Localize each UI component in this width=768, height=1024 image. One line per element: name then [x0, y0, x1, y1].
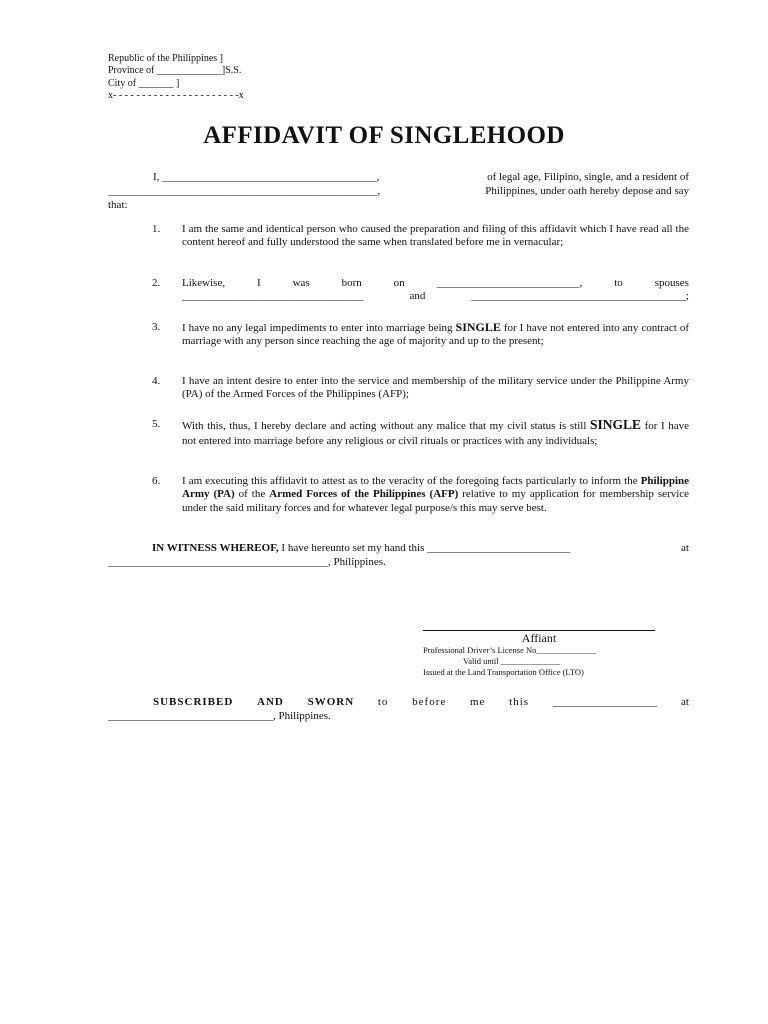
list-item — [152, 223, 689, 250]
list-item — [152, 375, 689, 402]
jurat-word: to — [377, 696, 389, 708]
item-number: 4. — [152, 375, 161, 387]
residence-blank: _________________________________________________, — [108, 185, 381, 197]
place-blank: ________________________________________, Philippines. — [108, 556, 386, 568]
single-keyword: SINGLE — [589, 417, 642, 432]
item-word: on — [393, 277, 405, 289]
venue-city: City of _______ ] — [108, 77, 180, 89]
item-word: to — [614, 277, 623, 289]
item-number: 5. — [152, 418, 161, 430]
signature-line — [423, 618, 655, 631]
intro-text-3: that: — [108, 199, 128, 211]
license-validity: Valid until ______________ — [463, 656, 561, 666]
item-word: spouses — [654, 277, 689, 289]
license-issuer: Issued at the Land Transportation Office (LTO) — [423, 667, 584, 677]
venue-separator: x- - - - - - - - - - - - - - - - - - - - - -x — [108, 90, 244, 102]
jurat-word: SUBSCRIBED — [153, 696, 234, 708]
item-word: I — [256, 277, 261, 289]
pa-keyword: Philippine Army (PA) — [182, 475, 689, 501]
jurat-date-blank: ___________________ — [552, 696, 658, 708]
intro-paragraph — [108, 170, 689, 212]
item-text: of the — [238, 488, 266, 501]
item-number: 3. — [152, 321, 161, 333]
witness-text: I have hereunto set my hand this __________________________ — [281, 542, 571, 554]
item-text: I have an intent desire to enter into the service and membership of the military service under the Philippine Army (PA) of the Armed Forces of the Philippines (AFP); — [182, 375, 689, 401]
item-text: for I have not entered into any contract of marriage with any person since reaching the age of majority and up to the present; — [182, 322, 689, 348]
item-word: was — [292, 277, 310, 289]
item-text: I am the same and identical person who caused the preparation and filing of this affidavit which I have read all the content hereof and fully understood the same when translated before me in vernacular; — [182, 223, 689, 249]
jurat-word: me — [469, 696, 486, 708]
intro-text-1: of legal age, Filipino, single, and a resident of — [487, 171, 689, 183]
affiant-signature-block — [423, 618, 655, 678]
jurat-at: at — [680, 696, 689, 708]
jurat-word: this — [509, 696, 530, 708]
jurat-word: before — [412, 696, 447, 708]
parent-2-blank: _______________________________________; — [471, 290, 689, 303]
intro-text-2: Philippines, under oath hereby depose and say — [485, 185, 689, 197]
witness-at: at — [681, 542, 689, 554]
jurat-place-blank: ______________________________, Philippines. — [108, 710, 331, 722]
jurat-word: SWORN — [307, 696, 355, 708]
parent-1-blank: _________________________________ — [182, 290, 364, 303]
item-text: I am executing this affidavit to attest as to the veracity of the foregoing facts particularly to inform the — [182, 475, 638, 487]
jurat-word: AND — [257, 696, 284, 708]
document-title: AFFIDAVIT OF SINGLEHOOD — [203, 122, 565, 149]
item-number: 6. — [152, 475, 161, 487]
license-number: Professional Driver’s License No______________ — [423, 645, 596, 655]
birth-date-blank: __________________________, — [436, 277, 583, 289]
venue-province: Province of _____________]S.S. — [108, 65, 242, 77]
item-number: 2. — [152, 277, 161, 289]
list-item — [152, 321, 689, 349]
list-item — [152, 475, 689, 515]
jurat-paragraph — [108, 695, 689, 723]
affiant-label: Affiant — [521, 631, 557, 645]
afp-keyword: Armed Forces of the Philippines (AFP) — [269, 488, 459, 501]
single-keyword: SINGLE — [455, 320, 501, 334]
item-text: relative to my application for membership service under the said military forces and for whatever legal purpose/s this may serve best. — [182, 488, 690, 514]
item-word: and — [409, 290, 426, 303]
item-text: With this, thus, I hereby declare and acting without any malice that my civil status is still — [182, 420, 587, 432]
list-item — [152, 418, 689, 448]
item-word: Likewise, — [182, 277, 226, 289]
item-number: 1. — [152, 223, 161, 235]
list-item — [152, 277, 689, 304]
venue-republic: Republic of the Philippines ] — [108, 53, 223, 64]
witness-lead: IN WITNESS WHEREOF, — [152, 542, 279, 554]
item-text: I have no any legal impediments to enter into marriage being — [182, 322, 453, 334]
item-text: for I have not entered into marriage before any religious or civil rituals or practices with any individuals; — [182, 420, 689, 447]
affiant-name-blank: I, _______________________________________, — [153, 171, 380, 183]
venue-block — [108, 53, 244, 103]
item-word: born — [341, 277, 362, 289]
witness-paragraph — [108, 541, 689, 569]
